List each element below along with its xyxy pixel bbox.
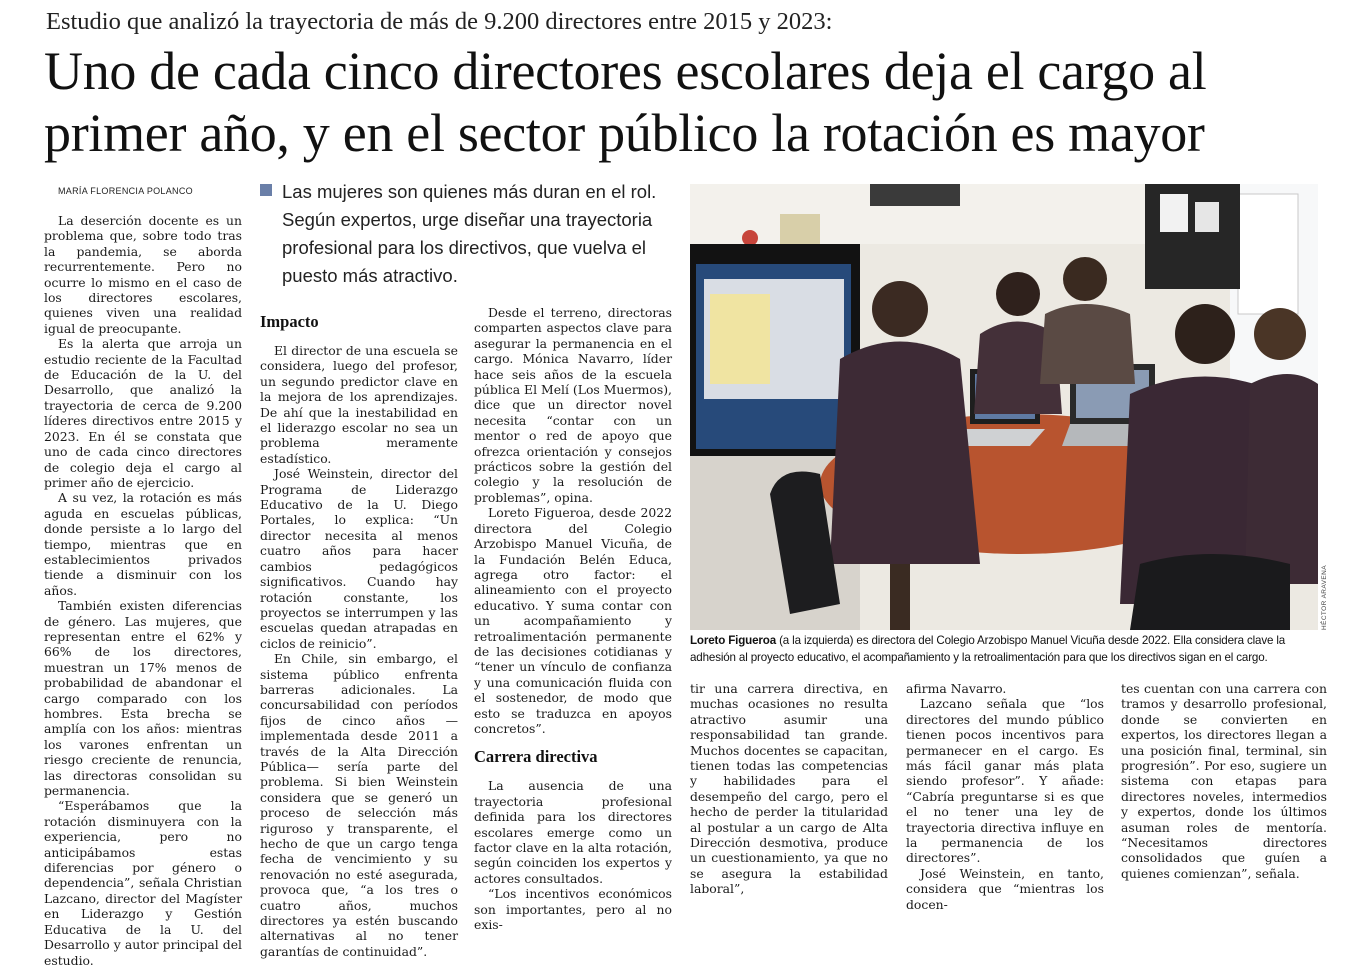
paragraph: El director de una escuela se considera, luego del profesor, un segundo predictor clave en la mejora de los aprendizajes. De ahí que la inestabilidad en el liderazgo escolar no sea un problema meramente estadístico.	[260, 343, 458, 466]
paragraph: La ausencia de una trayectoria profesional definida para los directores escolares emerge como un factor clave en la alta rotación, según coinciden los expertos y actores consultados.	[474, 778, 672, 886]
paragraph: “Los incentivos económicos son importantes, pero al no exis-	[474, 886, 672, 933]
paragraph: “Esperábamos que la rotación disminuyera con la experiencia, pero no anticipábamos estas diferencias por género o dependencia”, señala Christian Lazcano, director del Magíster en Liderazgo y Gestión Educativa de la U. del Desarrollo y autor principal del estudio.	[44, 798, 242, 968]
article-photo	[690, 184, 1318, 630]
kicker: Estudio que analizó la trayectoria de más de 9.200 directores entre 2015 y 2023:	[46, 8, 833, 35]
paragraph: tes cuentan con una carrera con tramos y desarrollo profesional, donde se convierten en expertos, los directores llegan a una posición final, terminal, sin progresión”. Por eso, sugiere un sistema con etapas para directores noveles, intermedios y expertos, donde los últimos asuman roles de mentoría. “Necesitamos directores consolidados que guíen a quienes comienzan”, señala.	[1121, 681, 1327, 881]
article-column-3	[474, 305, 672, 932]
section-heading-carrera-directiva: Carrera directiva	[474, 747, 598, 767]
lead-summary	[260, 178, 672, 290]
article-column-6	[1121, 681, 1327, 881]
photo-credit: HÉCTOR ARAVENA	[1321, 565, 1328, 630]
paragraph: La deserción docente es un problema que, sobre todo tras la pandemia, se aborda recurrentemente. Pero no ocurre lo mismo en el caso de los directores escolares, quienes viven una realidad igual de preocupante.	[44, 213, 242, 336]
paragraph: Es la alerta que arroja un estudio reciente de la Facultad de Educación de la U. del Desarrollo, que analizó la trayectoria de cerca de 9.200 líderes directivos entre 2015 y 2023. En él se constata que uno de cada cinco directores de colegio deja el cargo al primer año de ejercicio.	[44, 336, 242, 490]
paragraph: José Weinstein, director del Programa de Liderazgo Educativo de la U. Diego Portales, lo explica: “Un director necesita al menos cuatro años para hacer cambios pedagógicos significativos. Cuando hay rotación constante, los proyectos se interrumpen y las escuelas quedan atrapadas en ciclos de reinicio”.	[260, 466, 458, 651]
paragraph: Lazcano señala que “los directores del mundo público tienen pocos incentivos para permanecer en el cargo. Es más fácil ganar más plata siendo profesor”. Y añade: “Cabría preguntarse si es que el no tener una ley de trayectoria directiva influye en la permanencia de los directores”.	[906, 696, 1104, 866]
caption-name: Loreto Figueroa	[690, 634, 776, 647]
square-bullet-icon	[260, 184, 272, 196]
paragraph: En Chile, sin embargo, el sistema público enfrenta barreras adicionales. La concursabilidad con períodos fijos de cinco años —implementada desde 2011 a través de la Alta Dirección Pública— sería parte del problema. Si bien Weinstein considera que se generó un proceso de selección más riguroso y transparente, el hecho de que un cargo tenga fecha de vencimiento y su renovación no esté asegurada, provoca que, “a los tres o cuatro años, muchos directores ya estén buscando alternativas al no tener garantías de continuidad”.	[260, 651, 458, 959]
paragraph: afirma Navarro.	[906, 681, 1007, 696]
article-column-2	[260, 305, 458, 959]
byline: MARÍA FLORENCIA POLANCO	[58, 186, 193, 196]
section-heading-impacto: Impacto	[260, 312, 319, 331]
paragraph: tir una carrera directiva, en muchas ocasiones no resulta atractivo asumir una responsabilidad tan grande. Muchos docentes se capacitan, tienen todas las competencias y habilidades para el desempeño del cargo, pero el hecho de perder la titularidad al postular a un cargo de Alta Dirección desmotiva, produce un cuestionamiento, ya que no se asegura la estabilidad laboral”,	[690, 681, 888, 897]
paragraph: A su vez, la rotación es más aguda en escuelas públicas, donde persiste a lo largo del tiempo, mientras que en establecimientos privados tiende a disminuir con los años.	[44, 490, 242, 598]
headline-line-2: primer año, y en el sector público la rotación es mayor	[44, 103, 1205, 163]
headline	[44, 40, 1344, 164]
lead-text: Las mujeres son quienes más duran en el rol. Según expertos, urge diseñar una trayectoria profesional para los directivos, que vuelva el puesto más atractivo.	[282, 181, 657, 286]
headline-line-1: Uno de cada cinco directores escolares deja el cargo al	[44, 41, 1207, 101]
article-column-1	[44, 213, 242, 968]
article-column-5	[906, 681, 1104, 912]
paragraph: Desde el terreno, directoras comparten aspectos clave para asegurar la permanencia en el cargo. Mónica Navarro, líder hace seis años de la escuela pública El Melí (Los Muermos), dice que un director novel necesita “contar con un mentor o red de apoyo que ofrezca orientación y consejos prácticos sobre la gestión del colegio y la resolución de problemas”, opina.	[474, 305, 672, 505]
paragraph: Loreto Figueroa, desde 2022 directora del Colegio Arzobispo Manuel Vicuña, de la Fundación Belén Educa, agrega otro factor: el alineamiento con el proyecto educativo. Y suma contar con un acompañamiento y retroalimentación permanente de las decisiones cotidianas y “tener un vínculo de confianza y una comunicación fluida con el sostenedor, de modo que esto se traduzca en apoyos concretos”.	[474, 505, 672, 736]
classroom-meeting-illustration	[690, 184, 1318, 630]
caption-text: (a la izquierda) es directora del Colegio Arzobispo Manuel Vicuña desde 2022. Ella considera clave la adhesión al proyecto educativo, el acompañamiento y la retroalimentación para que los directivos sigan en el cargo.	[690, 634, 1286, 664]
paragraph: También existen diferencias de género. Las mujeres, que representan entre el 62% y 66% de los directores, muestran un 17% menos de probabilidad de abandonar el cargo comparado con los hombres. Esta brecha se amplía con los años: mientras los varones enfrentan un riesgo creciente de renuncia, las directoras consolidan su permanencia.	[44, 598, 242, 799]
photo-caption	[690, 633, 1330, 666]
article-column-4	[690, 681, 888, 897]
paragraph: José Weinstein, en tanto, considera que “mientras los docen-	[906, 865, 1104, 912]
